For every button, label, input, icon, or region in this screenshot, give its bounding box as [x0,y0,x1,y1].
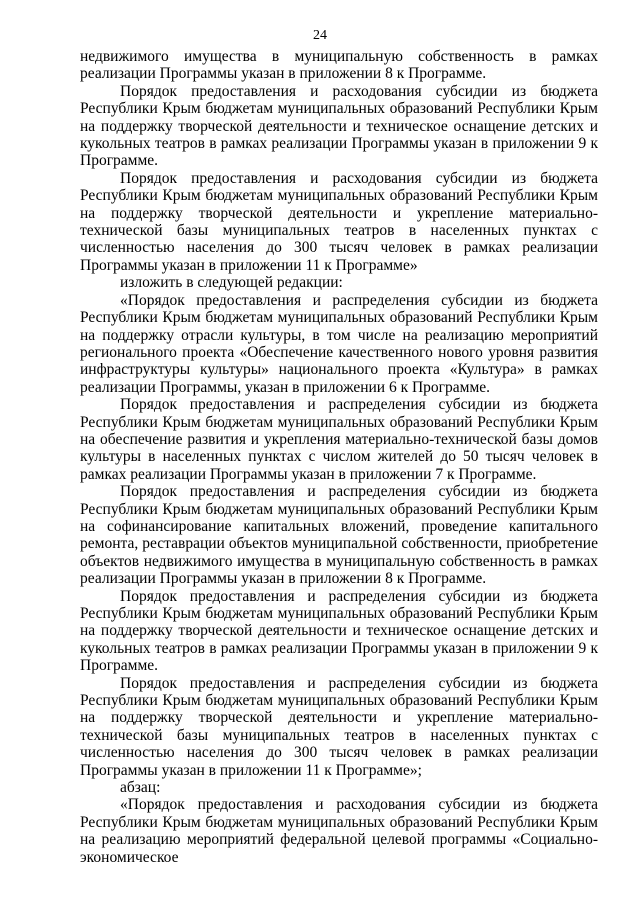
paragraph: Порядок предоставления и распределения субсидии из бюджета Республики Крым бюджетам муниципальных образований Республики Крым на поддержку творческой деятельности и техническое оснащение детских и кукольных театров в рамках реализации Программы указан в приложении 9 к Программе. [80,587,598,675]
paragraph: изложить в следующей редакции: [120,274,343,292]
paragraph: Порядок предоставления и распределения субсидии из бюджета Республики Крым бюджетам муниципальных образований Республики Крым на софинансирование капитальных вложений, проведение капитального ремонта, реставрации объектов муниципальной собственности, приобретение объектов недвижимого имущества в муниципальную собственность в рамках реализации Программы указан в приложении 8 к Программе. [80,483,598,588]
paragraph: Порядок предоставления и распределения субсидии из бюджета Республики Крым бюджетам муниципальных образований Республики Крым на поддержку творческой деятельности и укрепление материально-технической базы муниципальных театров в населенных пунктах с численностью населения до 300 тысяч человек в рамках реализации Программы указан в приложении 11 к Программе»; [80,674,598,779]
paragraph: «Порядок предоставления и расходования субсидии из бюджета Республики Крым бюджетам муниципальных образований Республики Крым на реализацию мероприятий федеральной целевой программы «Социально-экономическое [80,796,598,866]
paragraph: недвижимого имущества в муниципальную собственность в рамках реализации Программы указан в приложении 8 к Программе. [80,48,598,83]
paragraph: Порядок предоставления и распределения субсидии из бюджета Республики Крым бюджетам муниципальных образований Республики Крым на обеспечение развития и укрепления материально-технической базы домов культуры в населенных пунктах с числом жителей до 50 тысяч человек в рамках реализации Программы указан в приложении 7 к Программе. [80,396,598,483]
page-number: 24 [313,28,327,43]
paragraph: «Порядок предоставления и распределения субсидии из бюджета Республики Крым бюджетам муниципальных образований Республики Крым на поддержку отрасли культуры, в том числе на реализацию мероприятий регионального проекта «Обеспечение качественного нового уровня развития инфраструктуры культуры» национального проекта «Культура» в рамках реализации Программы, указан в приложении 6 к Программе. [80,291,598,396]
paragraph: Порядок предоставления и расходования субсидии из бюджета Республики Крым бюджетам муниципальных образований Республики Крым на поддержку творческой деятельности и техническое оснащение детских и кукольных театров в рамках реализации Программы указан в приложении 9 к Программе. [80,82,598,170]
document-body [80,48,598,866]
paragraph: Порядок предоставления и расходования субсидии из бюджета Республики Крым бюджетам муниципальных образований Республики Крым на поддержку творческой деятельности и укрепление материально-технической базы муниципальных театров в населенных пунктах с численностью населения до 300 тысяч человек в рамках реализации Программы указан в приложении 11 к Программе» [80,169,598,274]
paragraph: абзац: [120,779,161,797]
